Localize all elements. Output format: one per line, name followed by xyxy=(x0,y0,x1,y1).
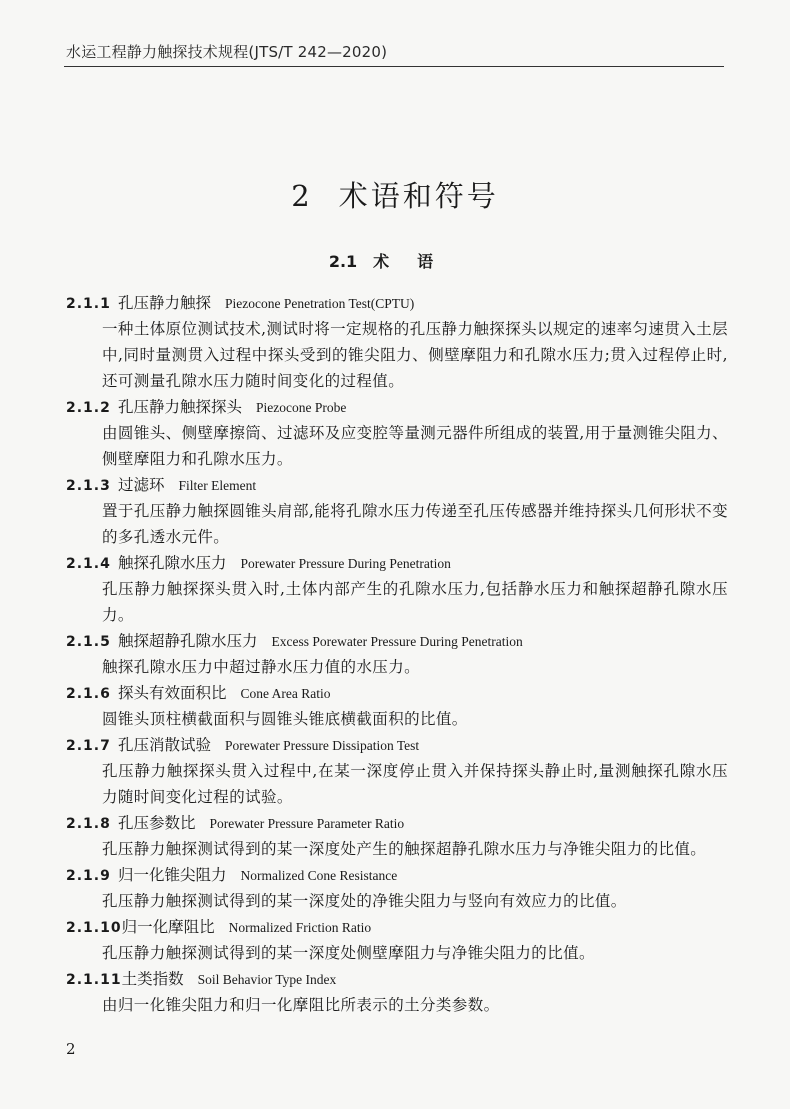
term-english-name: Excess Porewater Pressure During Penetration xyxy=(271,634,523,649)
term-english-name: Porewater Pressure During Penetration xyxy=(240,556,451,571)
term-english-name: Normalized Friction Ratio xyxy=(228,920,372,935)
chapter-name: 术语和符号 xyxy=(338,179,499,213)
term-english-name: Porewater Pressure Parameter Ratio xyxy=(209,816,405,831)
term-number: 2.1.5 xyxy=(66,634,111,650)
section-number: 2.1 xyxy=(328,252,358,271)
term-definition: 孔压静力触探测试得到的某一深度处侧壁摩阻力与净锥尖阻力的比值。 xyxy=(102,944,595,962)
term-chinese-name: 过滤环 xyxy=(118,476,165,494)
term-definition: 孔压静力触探探头贯入时,土体内部产生的孔隙水压力,包括静水压力和触探超静孔隙水压力。 xyxy=(102,580,728,624)
term-entry xyxy=(66,550,728,628)
term-number: 2.1.9 xyxy=(66,868,111,884)
term-entry xyxy=(66,862,728,914)
term-english-name: Normalized Cone Resistance xyxy=(240,868,398,883)
term-english-name: Soil Behavior Type Index xyxy=(197,972,337,987)
term-definition: 置于孔压静力触探圆锥头肩部,能将孔隙水压力传递至孔压传感器并维持探头几何形状不变的多孔透水元件。 xyxy=(102,502,728,546)
term-number: 2.1.1 xyxy=(66,296,111,312)
term-entry xyxy=(66,680,728,732)
term-chinese-name: 孔压消散试验 xyxy=(118,736,212,754)
term-entry xyxy=(66,472,728,550)
term-number: 2.1.10 xyxy=(66,920,122,936)
term-number: 2.1.11 xyxy=(66,972,122,988)
term-number: 2.1.3 xyxy=(66,478,111,494)
term-entry xyxy=(66,966,728,1018)
term-entry xyxy=(66,290,728,394)
header-rule xyxy=(64,66,724,67)
term-entry xyxy=(66,394,728,472)
terms-list xyxy=(66,290,728,1018)
term-definition: 触探孔隙水压力中超过静水压力值的水压力。 xyxy=(102,658,421,676)
page-number: 2 xyxy=(66,1040,76,1058)
term-definition: 孔压静力触探测试得到的某一深度处的净锥尖阻力与竖向有效应力的比值。 xyxy=(102,892,627,910)
chapter-number: 2 xyxy=(291,179,313,213)
term-definition: 由圆锥头、侧壁摩擦筒、过滤环及应变腔等量测元器件所组成的装置,用于量测锥尖阻力、侧壁摩阻力和孔隙水压力。 xyxy=(102,424,728,468)
term-number: 2.1.4 xyxy=(66,556,111,572)
term-chinese-name: 孔压静力触探探头 xyxy=(118,398,243,416)
term-chinese-name: 土类指数 xyxy=(121,970,184,988)
term-entry xyxy=(66,628,728,680)
term-number: 2.1.8 xyxy=(66,816,111,832)
section-title xyxy=(0,249,790,272)
term-definition: 孔压静力触探测试得到的某一深度处产生的触探超静孔隙水压力与净锥尖阻力的比值。 xyxy=(102,840,707,858)
term-chinese-name: 孔压参数比 xyxy=(118,814,196,832)
term-english-name: Cone Area Ratio xyxy=(240,686,331,701)
term-definition: 孔压静力触探探头贯入过程中,在某一深度停止贯入并保持探头静止时,量测触探孔隙水压力随时间变化过程的试验。 xyxy=(102,762,728,806)
term-english-name: Piezocone Penetration Test(CPTU) xyxy=(225,296,415,311)
term-chinese-name: 归一化摩阻比 xyxy=(121,918,215,936)
term-english-name: Porewater Pressure Dissipation Test xyxy=(225,738,420,753)
term-entry xyxy=(66,810,728,862)
term-number: 2.1.7 xyxy=(66,738,111,754)
term-chinese-name: 归一化锥尖阻力 xyxy=(118,866,227,884)
term-number: 2.1.6 xyxy=(66,686,111,702)
chapter-title xyxy=(0,174,790,215)
term-definition: 一种土体原位测试技术,测试时将一定规格的孔压静力触探探头以规定的速率匀速贯入土层中,同时量测贯入过程中探头受到的锥尖阻力、侧壁摩阻力和孔隙水压力;贯入过程停止时,还可测量孔隙水压力随时间变化的过程值。 xyxy=(102,320,728,390)
term-english-name: Piezocone Probe xyxy=(256,400,347,415)
running-header: 水运工程静力触探技术规程(JTS/T 242—2020) xyxy=(66,43,388,61)
term-english-name: Filter Element xyxy=(178,478,257,493)
term-number: 2.1.2 xyxy=(66,400,111,416)
term-definition: 圆锥头顶柱横截面积与圆锥头锥底横截面积的比值。 xyxy=(102,710,468,728)
term-entry xyxy=(66,732,728,810)
term-chinese-name: 触探孔隙水压力 xyxy=(118,554,227,572)
term-chinese-name: 探头有效面积比 xyxy=(118,684,227,702)
term-chinese-name: 触探超静孔隙水压力 xyxy=(118,632,258,650)
term-entry xyxy=(66,914,728,966)
term-definition: 由归一化锥尖阻力和归一化摩阻比所表示的土分类参数。 xyxy=(102,996,500,1014)
section-name: 术语 xyxy=(373,252,462,271)
term-chinese-name: 孔压静力触探 xyxy=(118,294,212,312)
